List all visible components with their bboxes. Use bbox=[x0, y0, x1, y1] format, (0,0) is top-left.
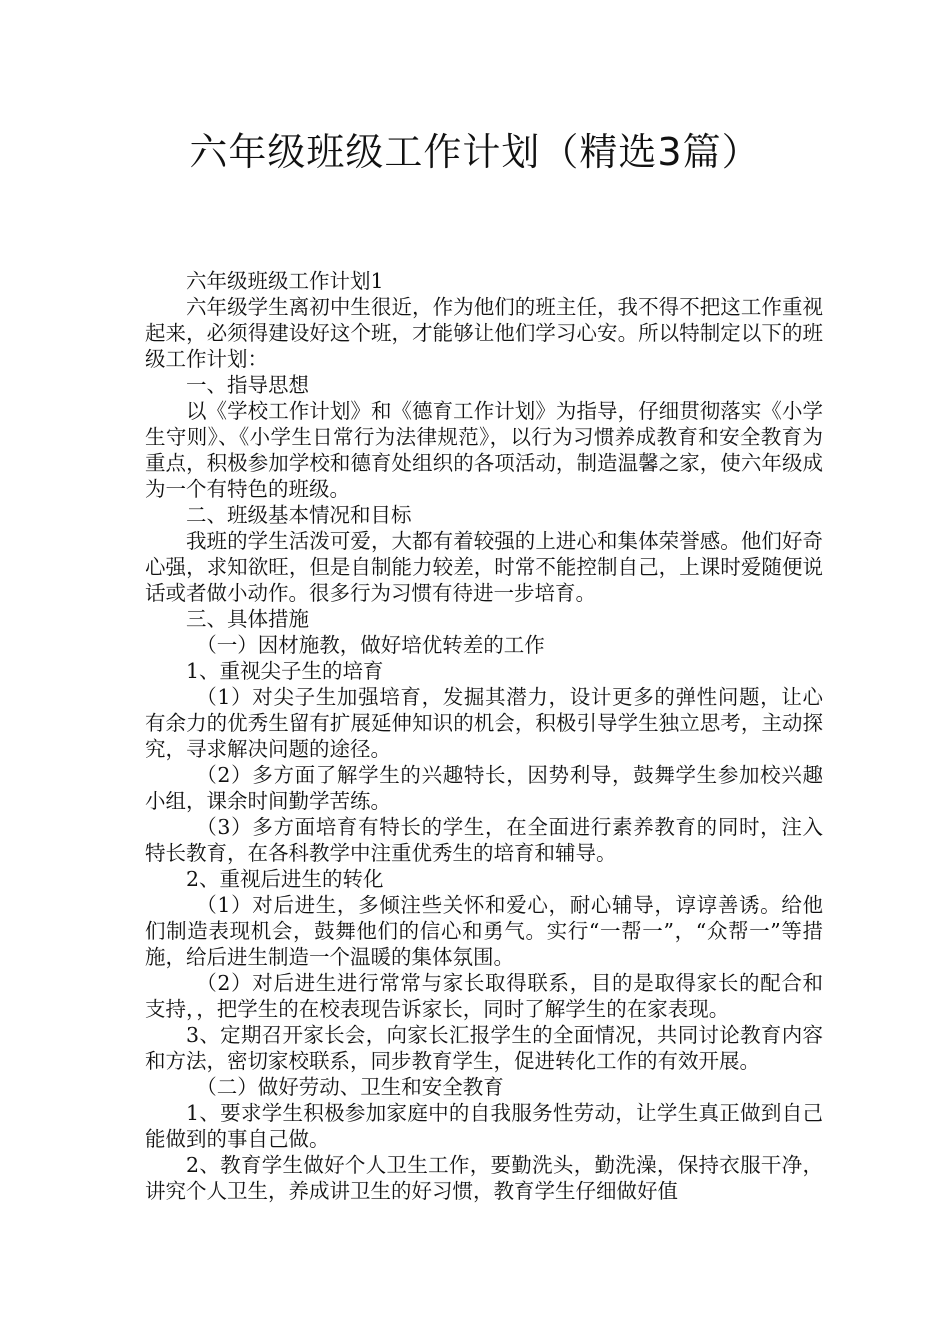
paragraph: （2）多方面了解学生的兴趣特长，因势利导，鼓舞学生参加校兴趣小组，课余时间勤学苦练。 bbox=[145, 763, 823, 813]
paragraph: 1、要求学生积极参加家庭中的自我服务性劳动，让学生真正做到自己能做到的事自己做。 bbox=[145, 1101, 823, 1151]
paragraph: （3）多方面培育有特长的学生，在全面进行素养教育的同时，注入特长教育，在各科教学中注重优秀生的培育和辅导。 bbox=[145, 815, 823, 865]
paragraph: 以《学校工作计划》和《德育工作计划》为指导，仔细贯彻落实《小学生守则》、《小学生日常行为法律规范》，以行为习惯养成教育和安全教育为重点，积极参加学校和德育处组织的各项活动，制造温馨之家，使六年级成为一个有特色的班级。 bbox=[145, 399, 823, 501]
paragraph: （1）对后进生，多倾注些关怀和爱心，耐心辅导，谆谆善诱。给他们制造表现机会，鼓舞他们的信心和勇气。实行“一帮一”，“众帮一”等措施，给后进生制造一个温暖的集体氛围。 bbox=[145, 893, 823, 969]
paragraph: 2、教育学生做好个人卫生工作，要勤洗头，勤洗澡，保持衣服干净，讲究个人卫生，养成讲卫生的好习惯，教育学生仔细做好值 bbox=[145, 1153, 823, 1203]
paragraph: （2）对后进生进行常常与家长取得联系，目的是取得家长的配合和支持，，把学生的在校表现告诉家长，同时了解学生的在家表现。 bbox=[145, 971, 823, 1021]
paragraph: 六年级学生离初中生很近，作为他们的班主任，我不得不把这工作重视起来，必须得建设好这个班，才能够让他们学习心安。所以特制定以下的班级工作计划： bbox=[145, 295, 823, 371]
paragraph: 3、定期召开家长会，向家长汇报学生的全面情况，共同讨论教育内容和方法，密切家校联系，同步教育学生，促进转化工作的有效开展。 bbox=[145, 1023, 823, 1073]
paragraph: 我班的学生活泼可爱，大都有着较强的上进心和集体荣誉感。他们好奇心强，求知欲旺，但是自制能力较差，时常不能控制自己，上课时爱随便说话或者做小动作。很多行为习惯有待进一步培育。 bbox=[145, 529, 823, 605]
section-heading: 一、指导思想 bbox=[186, 373, 309, 397]
subsection-heading: （二）做好劳动、卫生和安全教育 bbox=[196, 1075, 504, 1099]
section-heading: 二、班级基本情况和目标 bbox=[186, 503, 412, 527]
subsection-heading: 2、重视后进生的转化 bbox=[186, 867, 384, 891]
subsection-heading: 1、重视尖子生的培育 bbox=[186, 659, 384, 683]
paragraph: （1）对尖子生加强培育，发掘其潜力，设计更多的弹性问题，让心有余力的优秀生留有扩展延伸知识的机会，积极引导学生独立思考，主动探究，寻求解决问题的途径。 bbox=[145, 685, 823, 761]
document-body bbox=[145, 268, 823, 1204]
section-heading: 六年级班级工作计划1 bbox=[186, 269, 384, 293]
subsection-heading: （一）因材施教，做好培优转差的工作 bbox=[196, 633, 545, 657]
section-heading: 三、具体措施 bbox=[186, 607, 309, 631]
page-title: 六年级班级工作计划（精选3篇） bbox=[189, 130, 761, 174]
